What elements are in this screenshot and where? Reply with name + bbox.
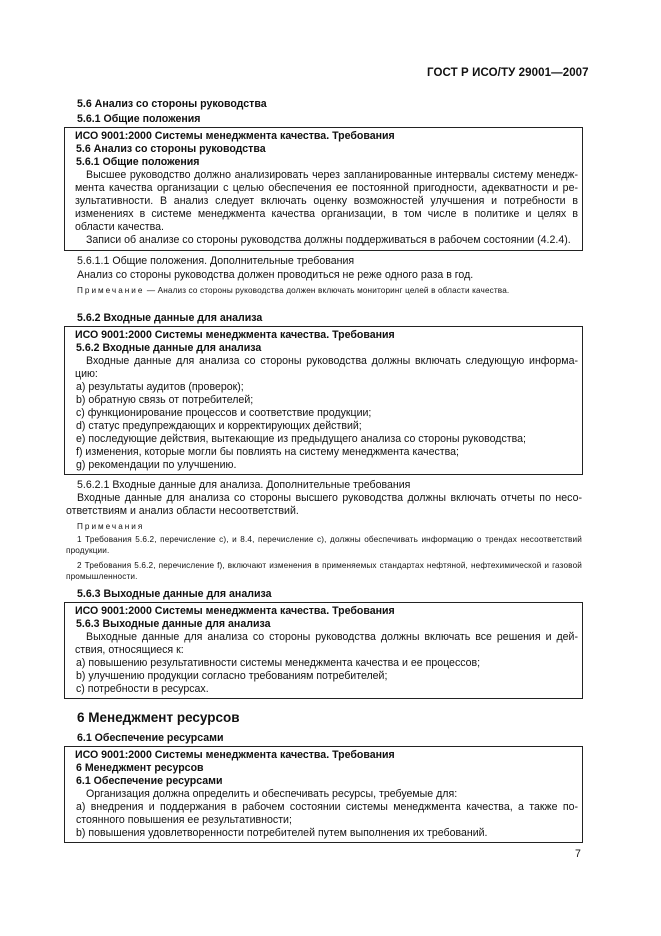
section-5-6-2-1-title: 5.6.2.1 Входные данные для анализа. Дополнительные требования <box>77 479 411 491</box>
box-paragraph: Высшее руководство должно анализировать через запланированные интервалы систему менеджмента качества организации с целью обеспечения ее постоянной пригодности, адекватности и результативности. В анализ следует включать оценку возможностей улучшения и потребности в изменениях в системе менеджмента качества организации, в том числе в политике и целях в области качества. <box>75 169 578 233</box>
box-heading: 5.6.2 Входные данные для анализа <box>76 342 262 354</box>
box-heading: 5.6.3 Выходные данные для анализа <box>76 618 271 630</box>
list-item: a) повышению результативности системы менеджмента качества и ее процессов; <box>76 657 481 669</box>
box-paragraph: Организация должна определить и обеспечивать ресурсы, требуемые для: <box>86 788 458 800</box>
box-paragraph: Записи об анализе со стороны руководства должны поддерживаться в рабочем состоянии (4.2.4). <box>86 234 571 246</box>
section-5-6-3-title: 5.6.3 Выходные данные для анализа <box>77 588 272 600</box>
list-item: e) последующие действия, вытекающие из предыдущего анализа со стороны руководства; <box>76 433 526 445</box>
list-item: c) потребности в ресурсах. <box>76 683 209 695</box>
list-item: b) обратную связь от потребителей; <box>76 394 254 406</box>
note-item: 2 Требования 5.6.2, перечисление f), включают изменения в применяемых стандартах нефтяной, нефтехимической и газовой промышленности. <box>66 561 583 581</box>
box-subheading: 6.1 Обеспечение ресурсами <box>76 775 223 787</box>
list-item: b) улучшению продукции согласно требованиям потребителей; <box>76 670 388 682</box>
list-item: d) статус предупреждающих и корректирующих действий; <box>76 420 362 432</box>
section-5-6-2-1-text: Входные данные для анализа со стороны высшего руководства должны включать отчеты по несоответствиям и анализ области несоответствий. <box>66 492 582 517</box>
box-heading: 5.6 Анализ со стороны руководства <box>76 143 266 155</box>
page-number: 7 <box>575 848 581 860</box>
list-item: a) внедрения и поддержания в рабочем состоянии системы менеджмента качества, а также постоянного повышения ее результативности; <box>76 801 578 826</box>
section-5-6-1-title: 5.6.1 Общие положения <box>77 113 201 125</box>
list-item: c) функционирование процессов и соответствие продукции; <box>76 407 372 419</box>
list-item: a) результаты аудитов (проверок); <box>76 381 244 393</box>
note-item: 1 Требования 5.6.2, перечисление c), и 8.4, перечисление c), должны обеспечивать информацию о трендах несоответствий продукции. <box>66 535 582 555</box>
iso-quote-box-5-6-2 <box>64 326 583 475</box>
iso-quote-box-6-1 <box>64 746 583 843</box>
iso-quote-box-5-6-3 <box>64 602 583 699</box>
section-5-6-1-1-text: Анализ со стороны руководства должен проводиться не реже одного раза в год. <box>77 269 474 281</box>
notes-label: Примечания <box>77 522 145 531</box>
section-6-1-title: 6.1 Обеспечение ресурсами <box>77 732 224 744</box>
box-paragraph: Входные данные для анализа со стороны руководства должны включать следующую информацию: <box>75 355 578 380</box>
section-5-6-2-title: 5.6.2 Входные данные для анализа <box>77 312 263 324</box>
note-5-6-1-1 <box>66 285 582 296</box>
box-paragraph: Выходные данные для анализа со стороны руководства должны включать все решения и действия, относящиеся к: <box>75 631 578 656</box>
box-standard-title: ИСО 9001:2000 Системы менеджмента качества. Требования <box>75 130 395 142</box>
running-header: ГОСТ Р ИСО/ТУ 29001—2007 <box>427 67 589 79</box>
list-item: f) изменения, которые могли бы повлиять на систему менеджмента качества; <box>76 446 459 458</box>
box-standard-title: ИСО 9001:2000 Системы менеджмента качества. Требования <box>75 605 395 617</box>
section-5-6-title: 5.6 Анализ со стороны руководства <box>77 98 267 110</box>
box-subheading: 5.6.1 Общие положения <box>76 156 200 168</box>
box-heading: 6 Менеджмент ресурсов <box>76 762 204 774</box>
section-6-title: 6 Менеджмент ресурсов <box>77 710 240 725</box>
iso-quote-box-5-6-1 <box>64 127 583 251</box>
box-standard-title: ИСО 9001:2000 Системы менеджмента качества. Требования <box>75 329 395 341</box>
box-standard-title: ИСО 9001:2000 Системы менеджмента качества. Требования <box>75 749 395 761</box>
note-text: — Анализ со стороны руководства должен включать мониторинг целей в области качества. <box>144 286 510 295</box>
section-5-6-1-1-title: 5.6.1.1 Общие положения. Дополнительные требования <box>77 255 355 267</box>
list-item: b) повышения удовлетворенности потребителей путем выполнения их требований. <box>76 827 488 839</box>
list-item: g) рекомендации по улучшению. <box>76 459 237 471</box>
note-label: Примечание <box>77 286 145 295</box>
